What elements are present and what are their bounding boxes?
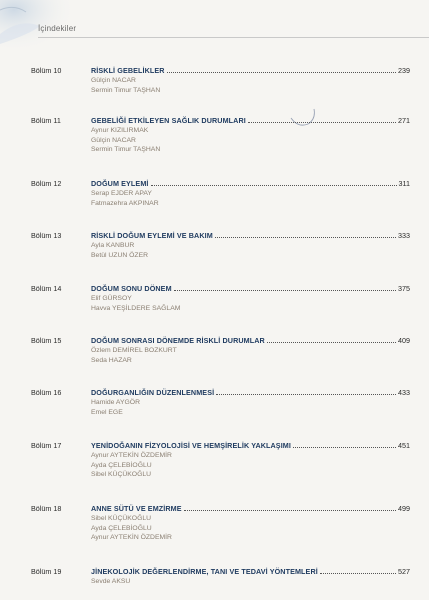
author-name: Serap EJDER APAY <box>91 190 152 197</box>
chapter-title-line[interactable] <box>91 179 410 188</box>
chapter-number: Bölüm 16 <box>31 388 62 397</box>
chapter-title: DOĞUM SONU DÖNEM <box>91 284 172 293</box>
dot-leader <box>216 394 396 395</box>
author-name: Aynur AYTEKİN ÖZDEMİR <box>91 534 172 542</box>
page-number: 409 <box>398 336 410 345</box>
dot-leader <box>320 573 396 574</box>
author-name: Emel EGE <box>91 408 123 416</box>
dot-leader <box>167 72 396 73</box>
author-name: Sibel KÜÇÜKOĞLU <box>91 471 152 479</box>
chapter-title: RİSKLİ DOĞUM EYLEMİ VE BAKIM <box>91 231 213 240</box>
page-number: 451 <box>398 441 410 450</box>
author-name: Sermin Timur TAŞHAN <box>91 146 161 154</box>
author-name: Ayla KANBUR <box>91 242 135 249</box>
chapter-title-line[interactable] <box>91 567 410 576</box>
chapter-title: JİNEKOLOJİK DEĞERLENDİRME, TANI VE TEDAVİ YÖNTEMLERİ <box>91 567 318 576</box>
author-name: Seda HAZAR <box>91 356 132 364</box>
author-list <box>91 294 391 313</box>
author-name: Ayda ÇELEBİOĞLU <box>91 461 152 469</box>
author-list <box>91 346 391 365</box>
author-name: Özlem DEMİREL BOZKURT <box>91 347 177 354</box>
chapter-number: Bölüm 11 <box>31 116 61 125</box>
chapter-title: DOĞUM SONRASI DÖNEMDE RİSKLİ DURUMLAR <box>91 336 265 345</box>
chapter-title: DOĞUM EYLEMİ <box>91 179 149 188</box>
author-name: Sermin Timur TAŞHAN <box>91 86 161 94</box>
page-number: 311 <box>398 179 410 188</box>
page-number: 333 <box>398 231 410 240</box>
author-name: Gülçin NACAR <box>91 136 136 144</box>
page-number: 239 <box>398 66 410 75</box>
chapter-title: GEBELİĞİ ETKİLEYEN SAĞLIK DURUMLARI <box>91 116 246 125</box>
page-number: 433 <box>398 388 410 397</box>
author-list <box>91 398 391 417</box>
chapter-title-line[interactable] <box>91 284 410 293</box>
author-list <box>91 514 391 543</box>
author-name: Aynur AYTEKİN ÖZDEMİR <box>91 452 172 459</box>
author-name: Aynur KIZILIRMAK <box>91 127 149 134</box>
chapter-title-line[interactable] <box>91 66 410 75</box>
author-list <box>91 451 391 480</box>
chapter-title-line[interactable] <box>91 504 410 513</box>
author-name: Elif GÜRSOY <box>91 295 132 302</box>
chapter-title-line[interactable] <box>91 116 410 125</box>
page-number: 499 <box>398 504 410 513</box>
chapter-number: Bölüm 17 <box>31 441 62 450</box>
chapter-number: Bölüm 10 <box>31 66 62 75</box>
author-name: Gülçin NACAR <box>91 77 136 84</box>
author-list <box>91 126 391 155</box>
chapter-number: Bölüm 19 <box>31 567 62 576</box>
dot-leader <box>174 290 396 291</box>
dot-leader <box>267 342 396 343</box>
chapter-title-line[interactable] <box>91 336 410 345</box>
author-list <box>91 76 391 95</box>
author-name: Hamide AYGÖR <box>91 399 140 406</box>
author-list <box>91 577 391 587</box>
dot-leader <box>184 510 396 511</box>
running-head: İçindekiler <box>38 24 77 33</box>
chapter-title: YENİDOĞANIN FİZYOLOJİSİ VE HEMŞİRELİK YAKLAŞIMI <box>91 441 291 450</box>
page-number: 271 <box>398 116 410 125</box>
chapter-number: Bölüm 18 <box>31 504 62 513</box>
dot-leader <box>293 447 396 448</box>
page-number: 527 <box>398 567 410 576</box>
chapter-title-line[interactable] <box>91 231 410 240</box>
chapter-title-line[interactable] <box>91 441 410 450</box>
author-name: Sibel KÜÇÜKOĞLU <box>91 515 152 522</box>
chapter-title: RİSKLİ GEBELİKLER <box>91 66 165 75</box>
chapter-number: Bölüm 12 <box>31 179 62 188</box>
author-name: Betül UZUN ÖZER <box>91 251 149 259</box>
page-number: 375 <box>398 284 410 293</box>
dot-leader <box>151 185 397 186</box>
dot-leader <box>215 237 396 238</box>
author-name: Sevde AKSU <box>91 578 131 585</box>
author-name: Fatmazehra AKPINAR <box>91 199 159 207</box>
author-name: Ayda ÇELEBİOĞLU <box>91 524 152 532</box>
chapter-number: Bölüm 15 <box>31 336 62 345</box>
chapter-number: Bölüm 13 <box>31 231 62 240</box>
author-name: Havva YEŞİLDERE SAĞLAM <box>91 304 181 312</box>
chapter-number: Bölüm 14 <box>31 284 62 293</box>
author-list <box>91 189 391 208</box>
dot-leader <box>248 122 396 123</box>
author-list <box>91 241 391 260</box>
chapter-title: DOĞURGANLIĞIN DÜZENLENMESİ <box>91 388 215 397</box>
chapter-title-line[interactable] <box>91 388 410 397</box>
header-rule <box>38 37 429 38</box>
chapter-title: ANNE SÜTÜ VE EMZİRME <box>91 504 182 513</box>
